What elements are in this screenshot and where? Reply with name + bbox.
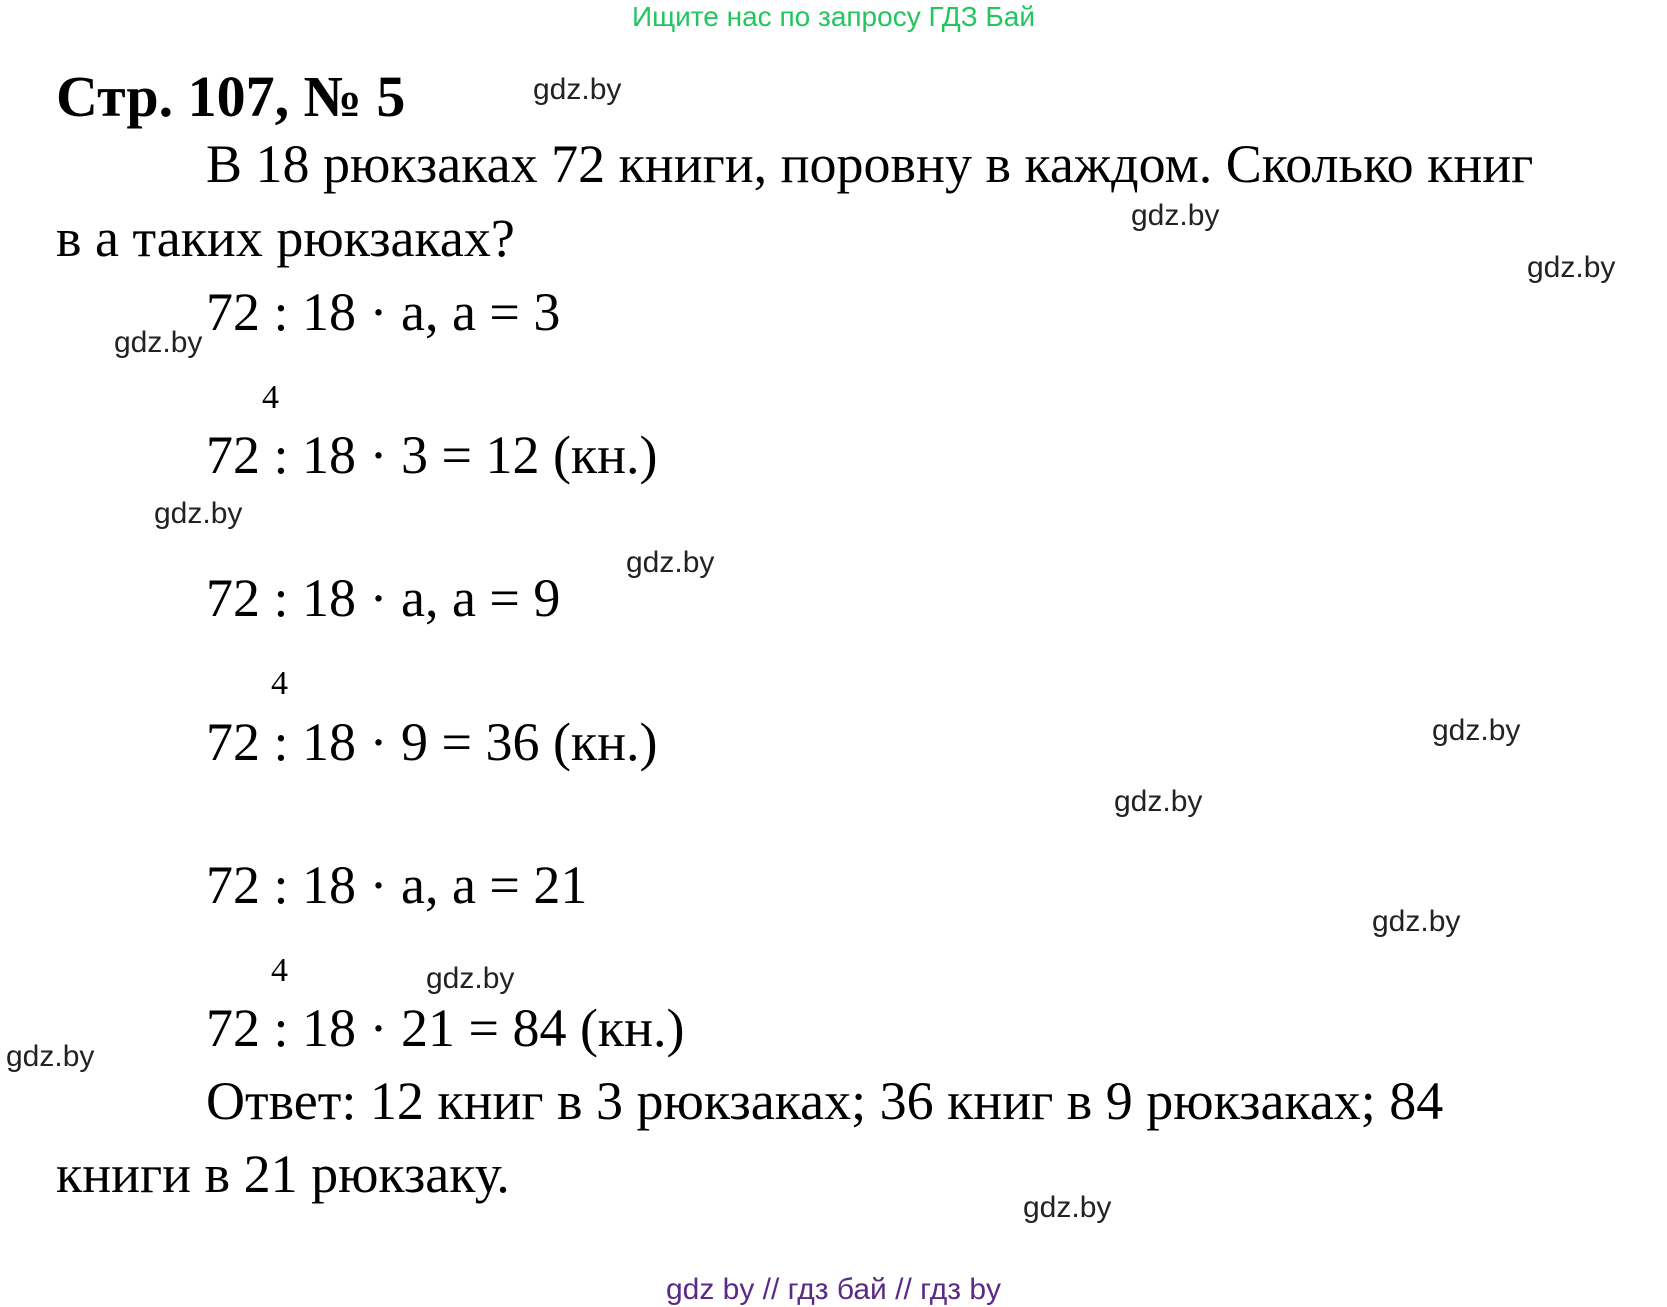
- watermark: gdz.by: [114, 326, 203, 359]
- footer-links: gdz by // гдз бай // гдз by: [665, 1273, 1002, 1306]
- problem-line-1: В 18 рюкзаках 72 книги, поровну в каждом. Сколько книг: [206, 134, 1534, 194]
- solution-expression-1: 72 : 18 · a, a = 3: [206, 282, 561, 342]
- problem-line-2: в а таких рюкзаках?: [56, 208, 515, 268]
- solution-quotient-2: 4: [271, 665, 288, 702]
- watermark: gdz.by: [154, 497, 243, 530]
- solution-calculation-3: 72 : 18 · 21 = 84 (кн.): [206, 998, 685, 1058]
- answer-line-2: книги в 21 рюкзаку.: [56, 1144, 510, 1204]
- watermark: gdz.by: [1023, 1191, 1112, 1224]
- watermark: gdz.by: [426, 962, 515, 995]
- watermark: gdz.by: [1527, 251, 1616, 284]
- watermark: gdz.by: [1131, 199, 1220, 232]
- solution-quotient-3: 4: [271, 952, 288, 989]
- answer-line-1: Ответ: 12 книг в 3 рюкзаках; 36 книг в 9 рюкзаках; 84: [206, 1071, 1444, 1131]
- watermark: gdz.by: [1114, 785, 1203, 818]
- watermark: gdz.by: [6, 1040, 95, 1073]
- solution-expression-2: 72 : 18 · a, a = 9: [206, 568, 561, 628]
- page-title: Стр. 107, № 5: [56, 64, 406, 129]
- solution-expression-3: 72 : 18 · a, a = 21: [206, 855, 588, 915]
- watermark: gdz.by: [1432, 714, 1521, 747]
- search-banner: Ищите нас по запросу ГДЗ Бай: [631, 1, 1036, 32]
- solution-calculation-1: 72 : 18 · 3 = 12 (кн.): [206, 425, 658, 485]
- solution-quotient-1: 4: [262, 379, 279, 416]
- watermark: gdz.by: [1372, 905, 1461, 938]
- watermark: gdz.by: [533, 73, 622, 106]
- watermark: gdz.by: [626, 546, 715, 579]
- solution-calculation-2: 72 : 18 · 9 = 36 (кн.): [206, 712, 658, 772]
